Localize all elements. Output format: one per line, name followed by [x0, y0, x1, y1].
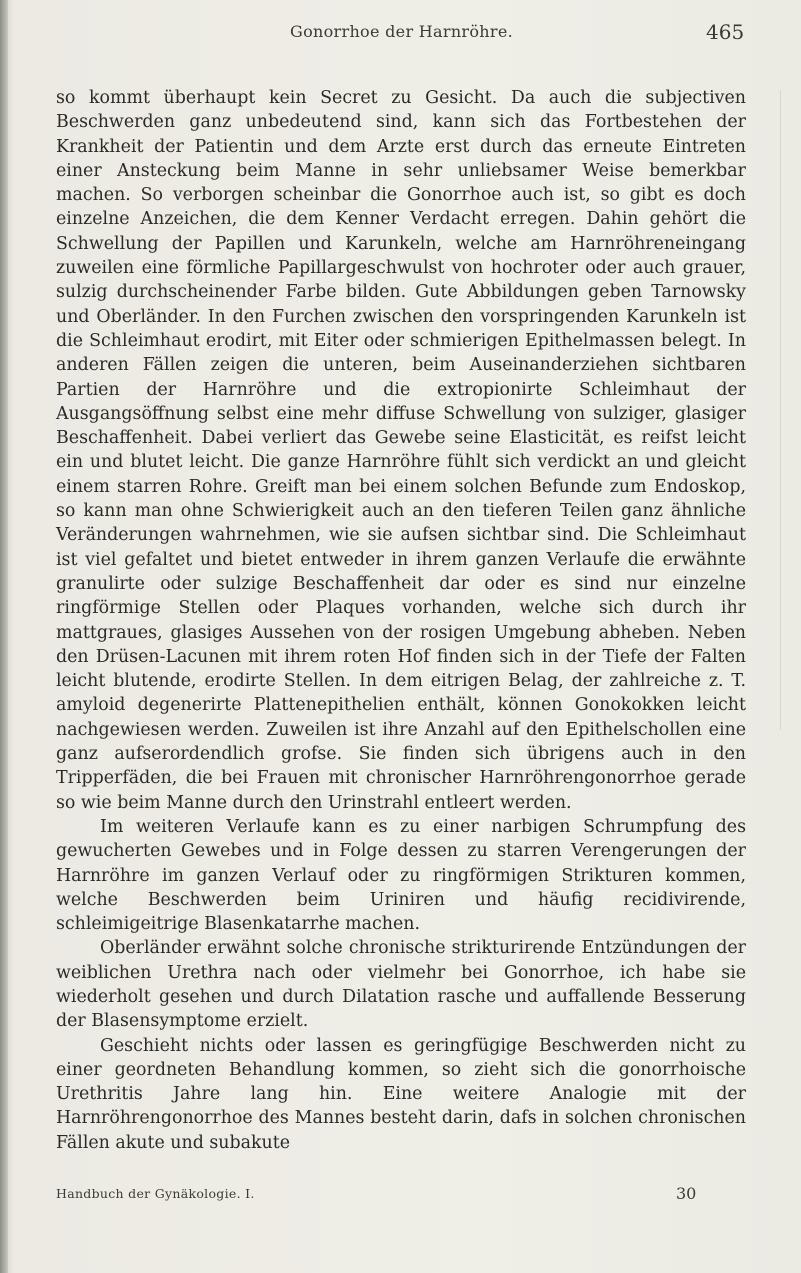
paragraph-1: so kommt überhaupt kein Secret zu Gesicht. Da auch die subjectiven Beschwerden ganz unbedeutend sind, kann sich das Fortbestehen der Krankheit der Patientin und dem Arzte erst durch das erneute Eintreten einer Ansteckung beim Manne in sehr unliebsamer Weise bemerkbar machen. So verborgen scheinbar die Gonorrhoe auch ist, so gibt es doch einzelne Anzeichen, die dem Kenner Verdacht erregen. Dahin gehört die Schwellung der Papillen und Karunkeln, welche am Harnröhreneingang zuweilen eine förmliche Papillargeschwulst von hochroter oder auch grauer, sulzig durchscheinender Farbe bilden. Gute Abbildungen geben Tarnowsky und Oberländer. In den Furchen zwischen den vorspringenden Karunkeln ist die Schleimhaut erodirt, mit Eiter oder schmierigen Epithelmassen belegt. In anderen Fällen zeigen die unteren, beim Auseinanderziehen sichtbaren Partien der Harnröhre und die extropionirte Schleimhaut der Ausgangsöffnung selbst eine mehr diffuse Schwellung von sulziger, glasiger Beschaffenheit. Dabei verliert das Gewebe seine Elasticität, es reifst leicht ein und blutet leicht. Die ganze Harnröhre fühlt sich verdickt an und gleicht einem starren Rohre. Greift man bei einem solchen Befunde zum Endoskop, so kann man ohne Schwierigkeit auch an den tieferen Teilen ganz ähnliche Veränderungen wahrnehmen, wie sie aufsen sichtbar sind. Die Schleimhaut ist viel gefaltet und bietet entweder in ihrem ganzen Verlaufe die erwähnte granulirte oder sulzige Beschaffenheit dar oder es sind nur einzelne ringförmige Stellen oder Plaques vorhanden, welche sich durch ihr mattgraues, glasiges Aussehen von der rosigen Umgebung abheben. Neben den Drüsen-Lacunen mit ihrem roten Hof finden sich in der Tiefe der Falten leicht blutende, erodirte Stellen. In dem eitrigen Belag, der zahlreiche z. T. amyloid degenerirte Plattenepithelien enthält, können Gonokokken leicht nachgewiesen werden. Zuweilen ist ihre Anzahl auf den Epithelschollen eine ganz aufserordendlich grofse. Sie finden sich übrigens auch in den Tripperfäden, die bei Frauen mit chronischer Harnröhrengonorrhoe gerade so wie beim Manne durch den Urinstrahl entleert werden.: [56, 88, 746, 813]
body-text: [56, 86, 746, 1155]
page-footer: [56, 1186, 746, 1210]
running-title: Gonorrhoe der Harnröhre.: [290, 22, 514, 41]
page-number: 465: [706, 20, 745, 44]
paragraph-3: Oberländer erwähnt solche chronische strikturirende Entzündungen der weiblichen Urethra nach oder vielmehr bei Gonorrhoe, ich habe sie wiederholt gesehen und durch Dilatation rasche und auffallende Besserung der Blasensymptome erzielt.: [56, 938, 746, 1032]
paragraph-4: Geschieht nichts oder lassen es geringfügige Beschwerden nicht zu einer geordneten Behandlung kommen, so zieht sich die gonorrhoische Urethritis Jahre lang hin. Eine weitere Analogie mit der Harnröhrengonorrhoe des Mannes besteht darin, dafs in solchen chronischen Fällen akute und subakute: [56, 1035, 746, 1153]
footer-book-title: Handbuch der Gynäkologie. I.: [56, 1186, 255, 1201]
page-header: [0, 18, 801, 48]
footer-signature: 30: [676, 1184, 697, 1203]
page-edge-shadow: [774, 90, 781, 730]
book-spine-shadow: [0, 0, 8, 1273]
paragraph-2: Im weiteren Verlaufe kann es zu einer narbigen Schrumpfung des gewucherten Gewebes und in Folge dessen zu starren Verengerungen der Harnröhre im ganzen Verlauf oder zu ringförmigen Strikturen kommen, welche Beschwerden beim Uriniren und häufig recidivirende, schleimigeitrige Blasenkatarrhe machen.: [56, 816, 746, 935]
